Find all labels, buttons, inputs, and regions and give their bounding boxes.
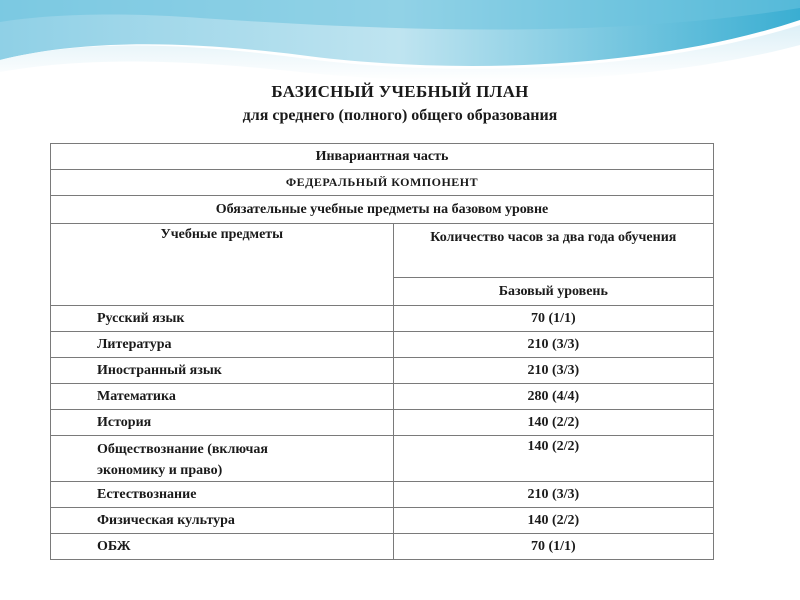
subject-cell: Русский язык — [51, 306, 394, 332]
federal-row — [51, 170, 714, 196]
mandatory-cell: Обязательные учебные предметы на базовом уровне — [51, 196, 714, 224]
subject-cell: ОБЖ — [51, 534, 394, 560]
subject-cell: Математика — [51, 384, 394, 410]
decorative-wave-background — [0, 0, 800, 90]
subject-cell: Литература — [51, 332, 394, 358]
page-subtitle: для среднего (полного) общего образования — [242, 107, 558, 124]
subject-cell: Естествознание — [51, 482, 394, 508]
table-row — [51, 436, 714, 482]
federal-cell: ФЕДЕРАЛЬНЫЙ КОМПОНЕНТ — [51, 170, 714, 196]
hours-cell: 70 (1/1) — [393, 534, 713, 560]
hours-cell: 140 (2/2) — [393, 436, 713, 482]
invariant-row — [51, 144, 714, 170]
subject-cell: Обществознание (включая экономику и право) — [51, 436, 394, 482]
hours-cell: 210 (3/3) — [393, 358, 713, 384]
table-row — [51, 332, 714, 358]
table-row — [51, 358, 714, 384]
subject-cell: Иностранный язык — [51, 358, 394, 384]
curriculum-table — [50, 143, 714, 560]
table-row — [51, 384, 714, 410]
table-row — [51, 508, 714, 534]
mandatory-row — [51, 196, 714, 224]
column-header-subjects: Учебные предметы — [51, 224, 394, 306]
table-row — [51, 534, 714, 560]
hours-cell: 210 (3/3) — [393, 482, 713, 508]
invariant-cell: Инвариантная часть — [51, 144, 714, 170]
hours-cell: 70 (1/1) — [393, 306, 713, 332]
column-header-hours: Количество часов за два года обучения — [393, 224, 713, 278]
table-row — [51, 410, 714, 436]
hours-cell: 140 (2/2) — [393, 410, 713, 436]
column-header-level: Базовый уровень — [393, 278, 713, 306]
hours-cell: 140 (2/2) — [393, 508, 713, 534]
page-title: БАЗИСНЫЙ УЧЕБНЫЙ ПЛАН — [271, 82, 529, 101]
table-row — [51, 482, 714, 508]
subject-cell: Физическая культура — [51, 508, 394, 534]
column-header-row — [51, 224, 714, 278]
hours-cell: 280 (4/4) — [393, 384, 713, 410]
hours-cell: 210 (3/3) — [393, 332, 713, 358]
title-block — [0, 80, 800, 128]
subject-cell: История — [51, 410, 394, 436]
table-row — [51, 306, 714, 332]
